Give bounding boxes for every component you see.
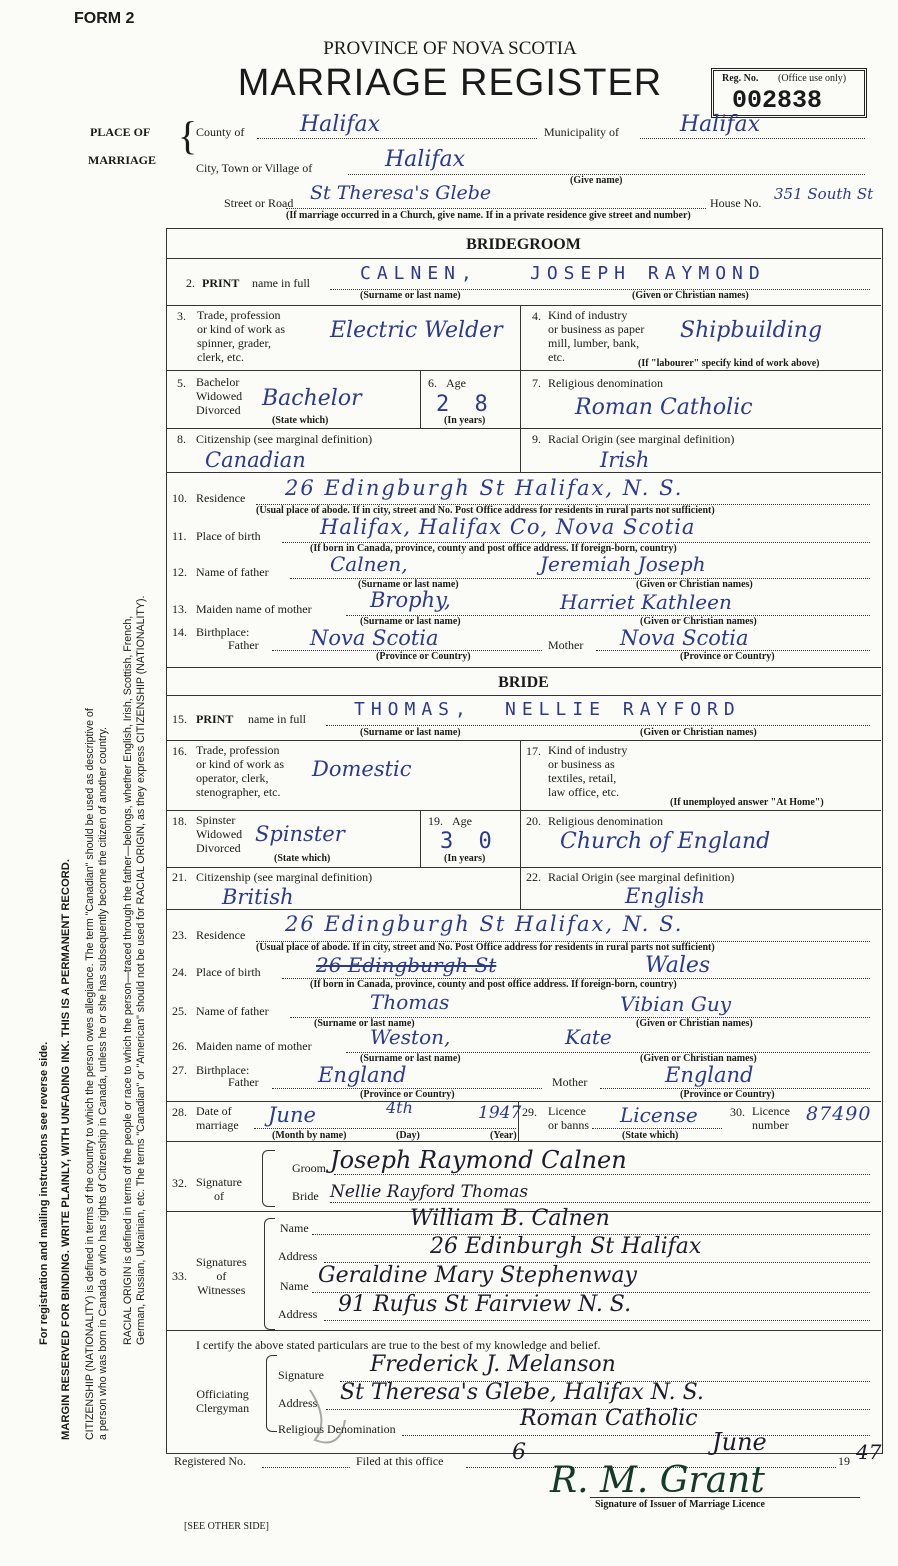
house-value: 351 South St (774, 185, 874, 203)
status-label: Bachelor Widowed Divorced (196, 375, 243, 417)
year-caption: (Year) (490, 1130, 517, 1141)
give-name-caption: (Give name) (570, 175, 623, 186)
bracket (266, 1355, 277, 1432)
divider (166, 258, 881, 259)
filed-year-prefix: 19 (838, 1454, 850, 1468)
bride-citizenship-value: British (222, 885, 294, 909)
surname-caption: (Surname or last name) (314, 1018, 415, 1029)
given-caption: (Given or Christian names) (636, 1018, 753, 1029)
item-26-number: 26. (172, 1039, 187, 1053)
bride-status-value: Spinster (255, 822, 345, 846)
bride-residence-value: 26 Edingburgh St Halifax, N. S. (285, 912, 684, 936)
registered-no-label: Registered No. (174, 1454, 246, 1468)
clergyman-label: Officiating Clergyman (196, 1387, 250, 1415)
bride-bp-mother: England (665, 1063, 754, 1087)
witness2-name: Geraldine Mary Stephenway (318, 1263, 637, 1288)
municipality-line (640, 138, 865, 139)
issuer-signature: R. M. Grant (550, 1460, 765, 1501)
side-line-6: German, Russian, Ukrainian, etc. The terms "Canadian" or "American" should not be used for RACIAL ORIGIN, as they express CITIZENSHIP (NATIONALITY). (135, 595, 147, 1345)
marriage-year: 1947 (478, 1103, 522, 1123)
industry-caption: (If unemployed answer "At Home") (670, 797, 824, 808)
bride-surname: THOMAS, (354, 699, 472, 720)
bride-given: NELLIE RAYFORD (505, 699, 741, 720)
item-17-number: 17. (526, 744, 541, 758)
given-caption: (Given or Christian names) (636, 579, 753, 590)
trade-label: Trade, profession or kind of work as operator, clerk, stenographer, etc. (196, 743, 284, 799)
groom-father-given: Jeremiah Joseph (540, 552, 706, 576)
divider (520, 810, 521, 867)
divider (166, 305, 881, 306)
divider (166, 428, 881, 429)
citizenship-label: Citizenship (see marginal definition) (196, 870, 373, 884)
mother-label: Maiden name of mother (196, 602, 312, 616)
father-word: Father (228, 1075, 259, 1089)
clergy-denomination-label: Religious Denomination (278, 1422, 396, 1436)
county-value: Halifax (300, 112, 381, 137)
item-21-number: 21. (172, 870, 187, 884)
residence-label: Residence (196, 928, 246, 942)
name-label: name in full (248, 712, 306, 726)
item-28-number: 28. (172, 1105, 187, 1119)
divider (166, 370, 881, 371)
witness1-name-label: Name (280, 1221, 309, 1235)
print-word: PRINT (202, 276, 240, 290)
industry-caption: (If "labourer" specify kind of work above) (638, 358, 820, 369)
reg-no-box (711, 68, 867, 118)
divider (166, 1330, 881, 1331)
divider (166, 472, 881, 473)
item-29-number: 29. (522, 1105, 537, 1119)
brace-icon: { (178, 113, 198, 158)
residence-caption: (Usual place of abode. If in city, street and No. Post Office address for residents in rural parts not sufficient) (256, 505, 715, 516)
side-line-4: a person who was born in Canada or who has rights of Citizenship in Canada, unless he or she has subsequently become the citizen of another country. (97, 727, 109, 1440)
licence-label: Licence or banns (548, 1104, 589, 1132)
groom-residence-value: 26 Edingburgh St Halifax, N. S. (285, 476, 684, 500)
licence-number: 87490 (806, 1103, 872, 1125)
age-label: Age (452, 814, 472, 828)
birth-caption: (If born in Canada, province, county and post office address. If foreign-born, country) (310, 543, 677, 554)
clergy-signature: Frederick J. Melanson (370, 1352, 616, 1377)
item-10-number: 10. (172, 491, 187, 505)
item-14-number: 14. (172, 625, 187, 639)
witness2-address-line (324, 1320, 870, 1321)
witness2-name-label: Name (280, 1279, 309, 1293)
groom-age-value: 2 8 (436, 392, 494, 417)
item-11-number: 11. (172, 529, 187, 543)
divider (166, 1141, 881, 1142)
groom-industry-value: Shipbuilding (680, 318, 823, 343)
item-23-number: 23. (172, 928, 187, 942)
divider (166, 810, 881, 811)
licence-no-label: Licence number (752, 1104, 790, 1132)
side-line-1: For registration and mailing instructions see reverse side. (38, 1041, 50, 1345)
surname-caption: (Surname or last name) (360, 616, 461, 627)
groom-word: Groom (292, 1161, 326, 1175)
bride-mother-surname: Weston, (370, 1025, 451, 1049)
industry-label: Kind of industry or business as textiles, retail, law office, etc. (548, 743, 628, 799)
street-caption: (If marriage occurred in a Church, give name. If in a private residence give street and number) (286, 210, 691, 221)
date-line (254, 1128, 516, 1129)
divider (520, 867, 521, 909)
given-caption: (Given or Christian names) (632, 290, 749, 301)
prov-caption: (Province or Country) (680, 1089, 775, 1100)
surname-caption: (Surname or last name) (360, 290, 461, 301)
side-line-5: RACIAL ORIGIN is defined in terms of the people or race to which the person—traced through the father—belongs, whether English, Irish, Scottish, French, (122, 615, 134, 1345)
item-6-number: 6. (428, 376, 437, 390)
clergy-signature-label: Signature (278, 1368, 324, 1382)
divider (520, 305, 521, 370)
item-13-number: 13. (172, 602, 187, 616)
marriage-day: 4th (386, 1098, 413, 1117)
item-7-number: 7. (532, 376, 541, 390)
issuer-caption: Signature of Issuer of Marriage Licence (595, 1499, 765, 1510)
street-label: Street or Road (224, 196, 294, 210)
reg-number: 002838 (732, 86, 823, 115)
item-32-number: 32. (172, 1176, 187, 1190)
item-12-number: 12. (172, 565, 187, 579)
item-5-number: 5. (177, 376, 186, 390)
filed-month: June (712, 1428, 767, 1456)
bride-age-value: 3 0 (440, 829, 498, 854)
item-15-number: 15. (172, 712, 187, 726)
witness2-address-label: Address (278, 1307, 318, 1321)
divider (166, 1101, 881, 1102)
residence-caption: (Usual place of abode. If in city, street and No. Post Office address for residents in rural parts not sufficient) (256, 942, 715, 953)
clergy-denomination: Roman Catholic (520, 1406, 698, 1431)
mother-label: Maiden name of mother (196, 1039, 312, 1053)
pencil-mark-icon (300, 1380, 360, 1460)
reg-office-note: (Office use only) (778, 73, 847, 84)
divider (520, 428, 521, 472)
marriage-label: MARRIAGE (88, 153, 156, 167)
bride-heading: BRIDE (498, 674, 549, 691)
side-line-2: MARGIN RESERVED FOR BINDING. WRITE PLAINLY, WITH UNFADING INK. THIS IS A PERMANENT RECORD. (60, 859, 72, 1440)
divider (166, 740, 881, 741)
side-line-3: CITIZENSHIP (NATIONALITY) is defined in terms of the country to which the person owes allegiance. The term "Canadian" should be used as descriptive of (84, 708, 96, 1440)
status-label: Spinster Widowed Divorced (196, 813, 243, 855)
surname-caption: (Surname or last name) (360, 727, 461, 738)
state-which-caption: (State which) (272, 415, 329, 426)
state-which-caption: (State which) (274, 853, 331, 864)
witness1-address: 26 Edinburgh St Halifax (430, 1234, 702, 1259)
birthplace-label: Birthplace: (196, 625, 250, 639)
bride-father-given: Vibian Guy (620, 992, 732, 1016)
bride-mother-given: Kate (565, 1025, 612, 1049)
citizenship-label: Citizenship (see marginal definition) (196, 432, 373, 446)
prov-caption: (Province or Country) (680, 651, 775, 662)
groom-bp-mother: Nova Scotia (620, 626, 749, 650)
groom-birth-value: Halifax, Halifax Co, Nova Scotia (320, 515, 696, 539)
trade-label: Trade, profession or kind of work as spinner, grader, clerk, etc. (197, 308, 285, 364)
given-caption: (Given or Christian names) (640, 1053, 757, 1064)
divider (420, 370, 421, 428)
divider (590, 1497, 860, 1498)
father-label: Name of father (196, 1004, 269, 1018)
state-which-caption: (State which) (622, 1130, 679, 1141)
name-label: name in full (252, 276, 310, 290)
county-label: County of (196, 125, 245, 139)
in-years-caption: (In years) (444, 415, 486, 426)
clergy-denomination-line (402, 1435, 870, 1436)
item-27-number: 27. (172, 1063, 187, 1077)
form-label: FORM 2 (74, 10, 135, 27)
bride-word: Bride (292, 1189, 319, 1203)
place-of-label: PLACE OF (90, 125, 151, 139)
witness1-name: William B. Calnen (410, 1206, 610, 1231)
item-8-number: 8. (177, 432, 186, 446)
bride-bp-father: England (318, 1063, 407, 1087)
item-19-number: 19. (428, 814, 443, 828)
county-line (257, 138, 537, 139)
city-value: Halifax (385, 147, 466, 172)
bracket (262, 1150, 275, 1207)
bride-birth-value: Wales (645, 953, 711, 978)
birth-label: Place of birth (196, 965, 261, 979)
industry-label: Kind of industry or business as paper mill, lumber, bank, etc. (548, 308, 645, 364)
page-title: MARRIAGE REGISTER (237, 62, 663, 104)
filed-year: 47 (856, 1440, 882, 1464)
birthplace-label: Birthplace: (196, 1063, 250, 1077)
witness-label: Signatures of Witnesses (196, 1255, 247, 1297)
witness2-address: 91 Rufus St Fairview N. S. (338, 1292, 632, 1317)
bride-trade-value: Domestic (312, 757, 412, 781)
bracket (264, 1218, 275, 1330)
witness1-address-label: Address (278, 1249, 318, 1263)
item-3-number: 3. (177, 309, 186, 323)
father-label: Name of father (196, 565, 269, 579)
date-label: Date of marriage (196, 1104, 239, 1132)
given-caption: (Given or Christian names) (640, 727, 757, 738)
groom-signature: Joseph Raymond Calnen (330, 1146, 627, 1174)
given-caption: (Given or Christian names) (640, 616, 757, 627)
divider (166, 909, 881, 910)
racial-label: Racial Origin (see marginal definition) (548, 870, 735, 884)
groom-trade-value: Electric Welder (330, 318, 503, 343)
groom-mother-surname: Brophy, (370, 588, 451, 612)
divider (420, 810, 421, 867)
item-25-number: 25. (172, 1004, 187, 1018)
religion-label: Religious denomination (548, 376, 663, 390)
item-24-number: 24. (172, 965, 187, 979)
clergy-address-label: Address (278, 1396, 318, 1410)
bride-sig-line (330, 1202, 870, 1203)
street-value: St Theresa's Glebe (310, 182, 492, 204)
groom-surname: CALNEN, (360, 263, 478, 284)
religion-label: Religious denomination (548, 814, 663, 828)
divider (166, 667, 881, 668)
groom-religion-value: Roman Catholic (575, 395, 753, 420)
municipality-value: Halifax (680, 112, 761, 137)
groom-racial-value: Irish (600, 448, 650, 472)
father-word: Father (228, 638, 259, 652)
reg-no-label: Reg. No. (722, 73, 759, 84)
divider (520, 370, 521, 428)
item-18-number: 18. (172, 814, 187, 828)
groom-sig-line (334, 1174, 870, 1175)
residence-label: Residence (196, 491, 246, 505)
filed-label: Filed at this office (356, 1454, 444, 1468)
mother-word: Mother (548, 638, 584, 652)
groom-mother-given: Harriet Kathleen (560, 590, 732, 614)
age-label: Age (446, 376, 466, 390)
marriage-month: June (268, 1103, 316, 1127)
divider (518, 1101, 519, 1141)
racial-label: Racial Origin (see marginal definition) (548, 432, 735, 446)
surname-caption: (Surname or last name) (358, 579, 459, 590)
bride-name-line (326, 725, 870, 726)
licence-value: License (620, 1103, 698, 1127)
groom-given: JOSEPH RAYMOND (530, 263, 766, 284)
clergy-address: St Theresa's Glebe, Halifax N. S. (340, 1380, 704, 1405)
birth-label: Place of birth (196, 529, 261, 543)
item-16-number: 16. (172, 744, 187, 758)
city-label: City, Town or Village of (196, 161, 313, 175)
house-label: House No. (710, 196, 762, 210)
item-9-number: 9. (532, 432, 541, 446)
bride-signature: Nellie Rayford Thomas (330, 1182, 529, 1202)
bride-birth-struck: 26 Edingburgh St (316, 953, 497, 977)
in-years-caption: (In years) (444, 853, 486, 864)
item-20-number: 20. (526, 814, 541, 828)
surname-caption: (Surname or last name) (360, 1053, 461, 1064)
item-2-number: 2. (186, 276, 195, 290)
groom-bp-father: Nova Scotia (310, 626, 439, 650)
item-30-number: 30. (730, 1105, 745, 1119)
street-line (286, 208, 706, 209)
bridegroom-heading: BRIDEGROOM (466, 236, 581, 253)
signature-label: Signature of (196, 1175, 242, 1203)
item-4-number: 4. (532, 309, 541, 323)
print-word: PRINT (196, 712, 234, 726)
mother-word: Mother (552, 1075, 588, 1089)
month-caption: (Month by name) (272, 1130, 347, 1141)
item-22-number: 22. (526, 870, 541, 884)
registered-no-line (262, 1467, 350, 1468)
groom-citizenship-value: Canadian (205, 448, 306, 472)
groom-father-surname: Calnen, (330, 552, 408, 576)
prov-caption: (Province or Country) (376, 651, 471, 662)
groom-status-value: Bachelor (262, 386, 362, 411)
bride-racial-value: English (625, 884, 706, 908)
prov-caption: (Province or Country) (360, 1089, 455, 1100)
licence-line (592, 1128, 722, 1129)
day-caption: (Day) (396, 1130, 420, 1141)
filed-day: 6 (512, 1440, 526, 1465)
divider (166, 695, 881, 696)
see-other-side: [SEE OTHER SIDE] (184, 1521, 269, 1532)
item-33-number: 33. (172, 1269, 187, 1283)
certify-statement: I certify the above stated particulars are true to the best of my knowledge and belief. (196, 1338, 601, 1352)
bride-religion-value: Church of England (560, 829, 771, 854)
divider (520, 740, 521, 810)
province-heading: PROVINCE OF NOVA SCOTIA (323, 38, 577, 59)
birth-caption: (If born in Canada, province, county and post office address. If foreign-born, country) (310, 979, 677, 990)
divider (166, 867, 881, 868)
bride-father-surname: Thomas (370, 990, 450, 1014)
municipality-label: Municipality of (544, 125, 619, 139)
